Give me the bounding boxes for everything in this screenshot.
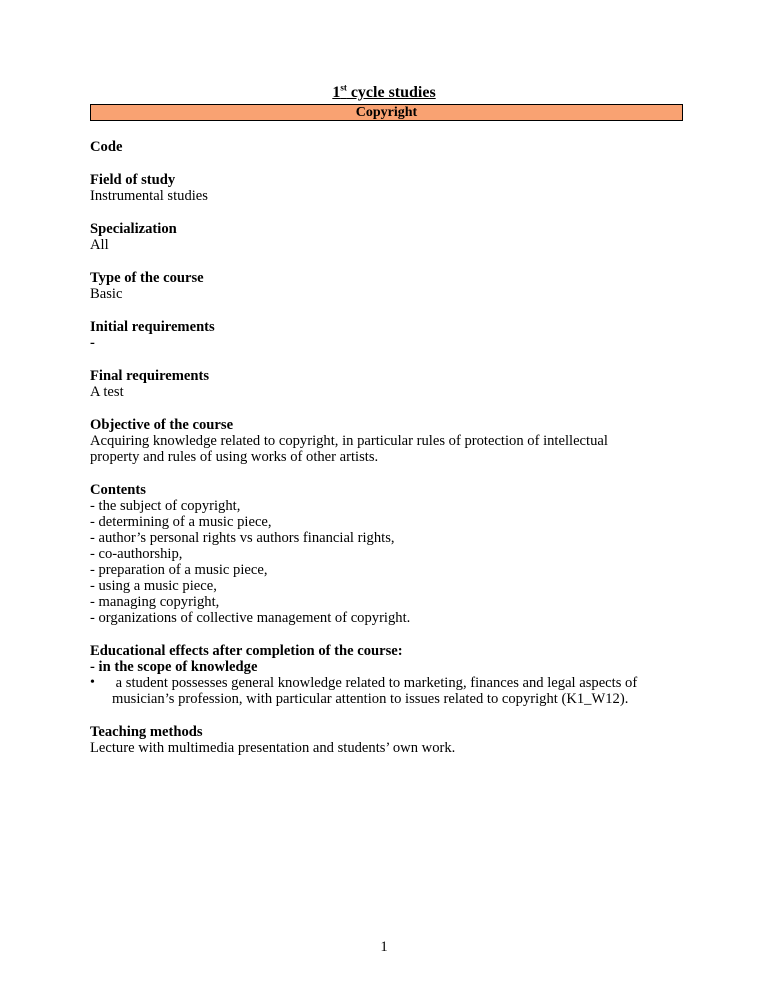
section-educational-effects [90,643,690,707]
page-title [0,84,768,102]
course-name: Copyright [355,105,418,120]
code-label: Code [90,139,123,155]
bullet-icon: • [90,675,95,690]
section-contents [90,482,690,626]
final-requirements-value: A test [90,384,124,400]
course-type-value: Basic [90,286,123,302]
section-specialization [90,221,690,253]
contents-item: - managing copyright, [90,594,220,610]
specialization-label: Specialization [90,221,177,237]
objective-label: Objective of the course [90,417,234,433]
section-code [90,139,690,155]
title-rest: cycle studies [346,84,436,101]
field-of-study-label: Field of study [90,172,176,188]
bullet-line: a student possesses general knowledge related to marketing, finances and legal aspects of [112,675,638,691]
section-field-of-study [90,172,690,204]
page-number: 1 [380,939,388,955]
educational-effects-label: Educational effects after completion of the course: [90,643,403,659]
list-item [90,675,690,707]
contents-item: - organizations of collective management of copyright. [90,610,411,626]
knowledge-scope-label: - in the scope of knowledge [90,659,258,675]
bullet-text [100,675,690,707]
section-objective [90,417,690,465]
section-initial-requirements [90,319,690,351]
bullet-line: musician’s profession, with particular attention to issues related to copyright (K1_W12). [112,691,629,707]
contents-item: - using a music piece, [90,578,217,594]
teaching-methods-value: Lecture with multimedia presentation and students’ own work. [90,740,456,756]
contents-item: - the subject of copyright, [90,498,241,514]
section-teaching-methods [90,724,690,756]
contents-label: Contents [90,482,146,498]
contents-item: - co-authorship, [90,546,183,562]
section-final-requirements [90,368,690,400]
document-body [90,139,690,773]
course-type-label: Type of the course [90,270,204,286]
field-of-study-value: Instrumental studies [90,188,208,204]
title-superscript: st [340,82,347,93]
section-course-type [90,270,690,302]
course-name-bar [90,104,683,121]
contents-item: - determining of a music piece, [90,514,272,530]
initial-requirements-value: - [90,335,95,351]
objective-line: property and rules of using works of other artists. [90,449,379,465]
final-requirements-label: Final requirements [90,368,210,384]
contents-item: - preparation of a music piece, [90,562,268,578]
contents-item: - author’s personal rights vs authors financial rights, [90,530,395,546]
specialization-value: All [90,237,109,253]
teaching-methods-label: Teaching methods [90,724,203,740]
initial-requirements-label: Initial requirements [90,319,215,335]
objective-line: Acquiring knowledge related to copyright, in particular rules of protection of intellectual [90,433,608,449]
title-number: 1 [332,84,341,101]
